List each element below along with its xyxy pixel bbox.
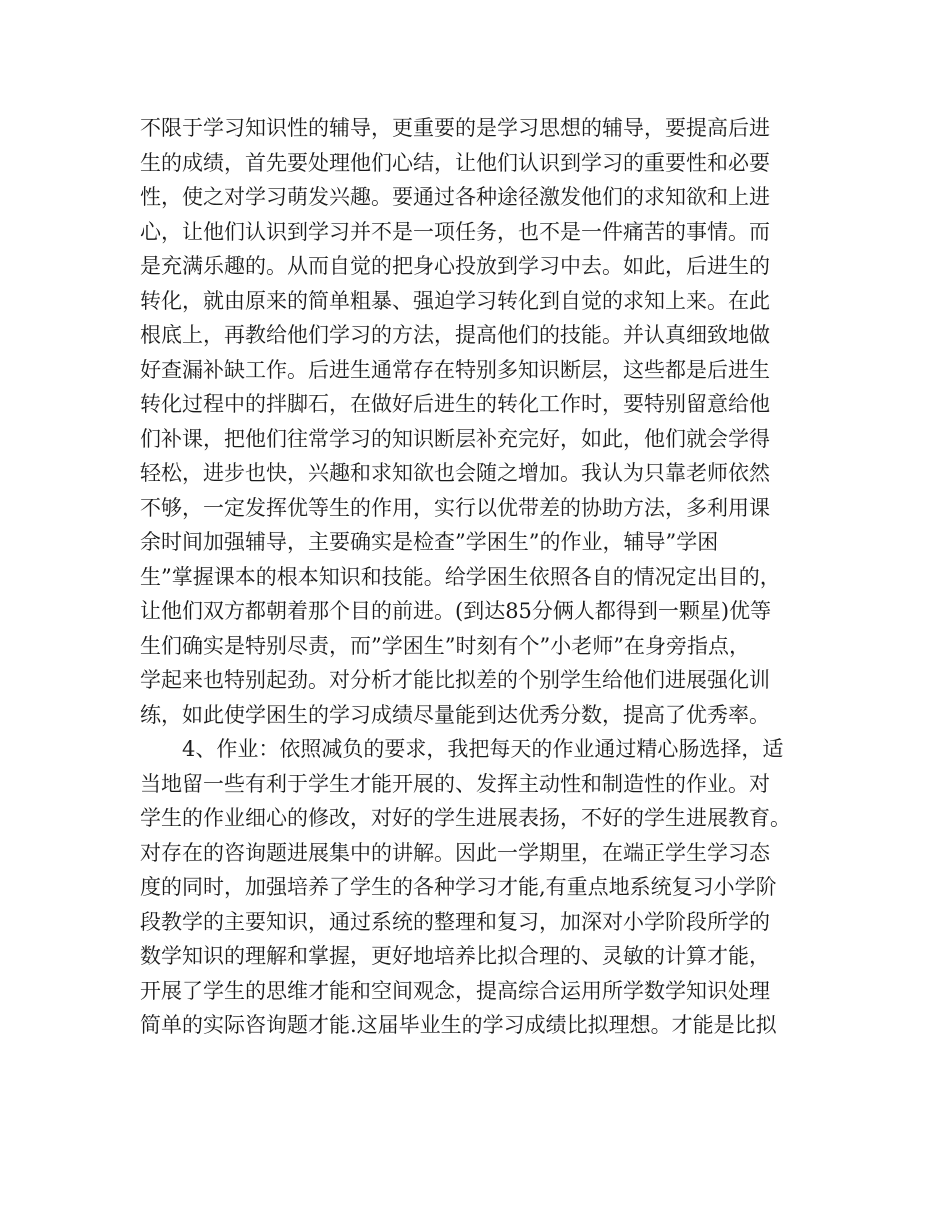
text-line: 让他们双方都朝着那个目的前进。(到达85分俩人都得到一颗星)优等 (140, 599, 772, 623)
text-line: 当地留一些有利于学生才能开展的、发挥主动性和制造性的作业。对 (140, 771, 770, 796)
text-line: 练，如此使学困生的学习成绩尽量能到达优秀分数，提高了优秀率。 (140, 702, 770, 727)
text-line: 不限于学习知识性的辅导，更重要的是学习思想的辅导，要提高后进 (140, 116, 770, 140)
text-line: 不够，一定发挥优等生的作用，实行以优带差的协助方法，多利用课 (140, 495, 770, 520)
text-line: 余时间加强辅导，主要确实是检查”学困生”的作业，辅导”学困 (140, 530, 719, 554)
text-line: 对存在的咨询题进展集中的讲解。因此一学期里，在端正学生学习态 (140, 840, 770, 865)
text-line: 生的成绩，首先要处理他们心结，让他们认识到学习的重要性和必要 (140, 150, 770, 175)
text-line: 学生的作业细心的修改，对好的学生进展表扬，不好的学生进展教育。 (140, 806, 791, 830)
text-line: 性，使之对学习萌发兴趣。要通过各种途径激发他们的求知欲和上进 (140, 185, 770, 209)
text-line: 转化，就由原来的简单粗暴、强迫学习转化到自觉的求知上来。在此 (140, 288, 770, 313)
text-line: 学起来也特别起劲。对分析才能比拟差的个别学生给他们进展强化训 (140, 668, 770, 692)
text-line: 转化过程中的拌脚石，在做好后进生的转化工作时，要特别留意给他 (140, 392, 770, 416)
text-line: 们补课，把他们往常学习的知识断层补充完好，如此，他们就会学得 (140, 426, 770, 451)
paragraph-2 (140, 732, 830, 1043)
text-line: 好查漏补缺工作。后进生通常存在特别多知识断层，这些都是后进生 (140, 357, 770, 382)
text-line: 轻松，进步也快，兴趣和求知欲也会随之增加。我认为只靠老师依然 (140, 461, 770, 485)
text-line: 段教学的主要知识，通过系统的整理和复习，加深对小学阶段所学的 (140, 909, 770, 934)
body-text (140, 111, 830, 1043)
paragraph-1 (140, 111, 830, 732)
text-line: 根底上，再教给他们学习的方法，提高他们的技能。并认真细致地做 (140, 323, 770, 347)
text-line: 生”掌握课本的根本知识和技能。给学困生依照各自的情况定出目的， (140, 564, 781, 589)
text-line: 心，让他们认识到学习并不是一项任务，也不是一件痛苦的事情。而 (140, 219, 770, 244)
text-line: 生们确实是特别尽责，而”学困生”时刻有个”小老师”在身旁指点， (140, 633, 750, 658)
text-line: 是充满乐趣的。从而自觉的把身心投放到学习中去。如此，后进生的 (140, 254, 770, 278)
text-line: 简单的实际咨询题才能.这届毕业生的学习成绩比拟理想。才能是比拟 (140, 1013, 777, 1037)
text-line: 开展了学生的思维才能和空间观念，提高综合运用所学数学知识处理 (140, 978, 770, 1003)
text-line: 4、作业：依照减负的要求，我把每天的作业通过精心肠选择，适 (182, 737, 784, 761)
text-line: 数学知识的理解和掌握，更好地培养比拟合理的、灵敏的计算才能， (140, 944, 770, 968)
text-line: 度的同时，加强培养了学生的各种学习才能,有重点地系统复习小学阶 (140, 875, 777, 899)
